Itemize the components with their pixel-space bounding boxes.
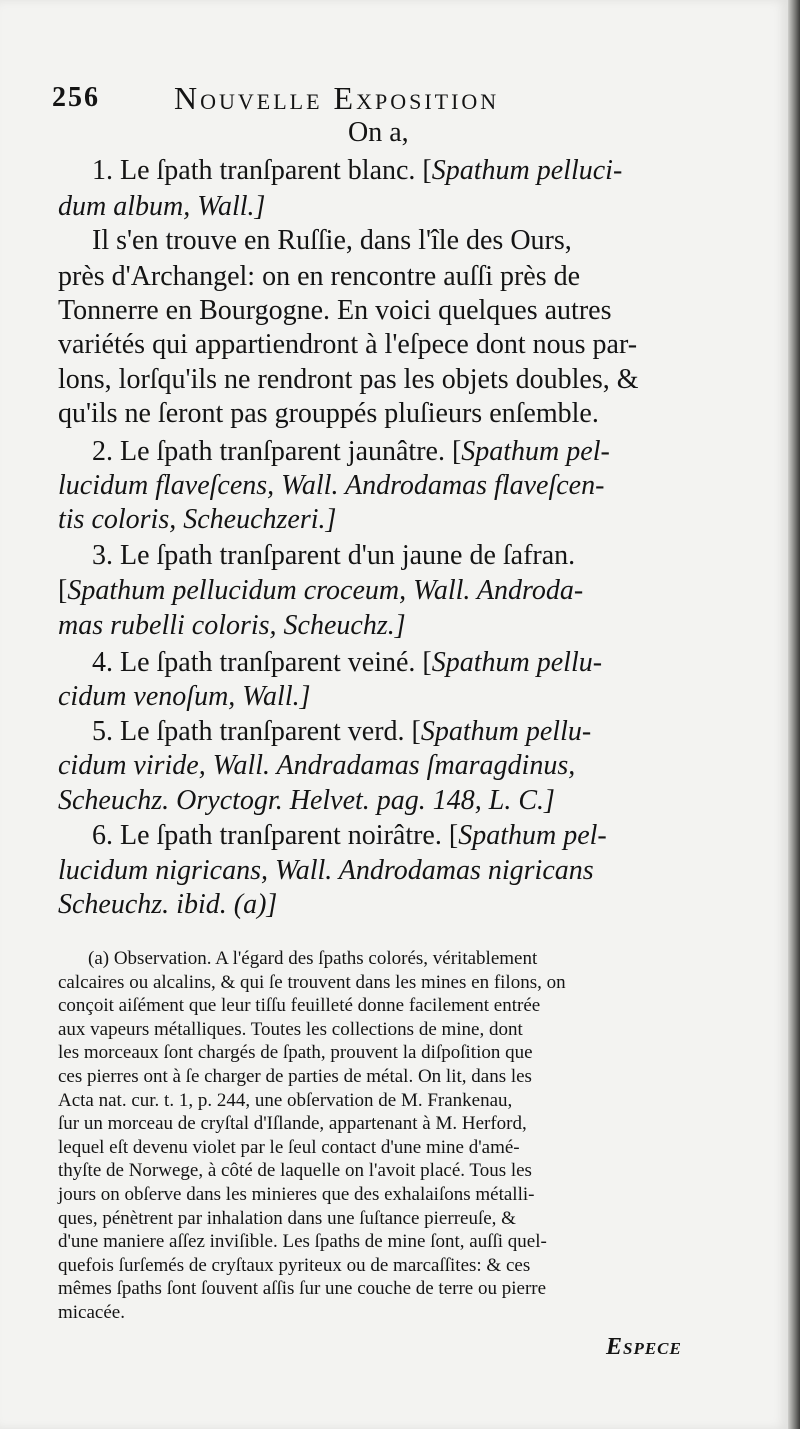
body-line: Il s'en trouve en Ruſſie, dans l'île des Ours, — [92, 225, 572, 256]
footnote-line: quefois ſurſemés de cryſtaux pyriteux ou de marcaſſites: & ces — [58, 1254, 531, 1276]
footnote-line: d'une maniere aſſez inviſible. Les ſpaths de mine ſont, auſſi quel- — [58, 1231, 547, 1253]
body-line: 1. Le ſpath tranſparent blanc. [Spathum pelluci- — [92, 155, 623, 186]
body-line: 3. Le ſpath tranſparent d'un jaune de ſafran. — [92, 540, 576, 571]
body-line: mas rubelli coloris, Scheuchz.] — [58, 610, 406, 641]
footnote-line: les morceaux ſont chargés de ſpath, prouvent la diſpoſition que — [58, 1042, 533, 1064]
body-line: Scheuchz. ibid. (a)] — [58, 889, 278, 920]
running-head: Nouvelle Exposition — [174, 80, 500, 116]
body-line: dum album, Wall.] — [58, 191, 266, 222]
body-line: 6. Le ſpath tranſparent noirâtre. [Spathum pel- — [92, 820, 607, 851]
body-line: 2. Le ſpath tranſparent jaunâtre. [Spathum pel- — [92, 436, 610, 467]
body-line: près d'Archangel: on en rencontre auſſi près de — [58, 261, 581, 292]
body-line: 5. Le ſpath tranſparent verd. [Spathum pellu- — [92, 716, 592, 747]
footnote-line: (a) Observation. A l'égard des ſpaths colorés, véritablement — [88, 948, 538, 969]
footnote-line: jours on obſerve dans les minieres que des exhalaiſons métalli- — [58, 1184, 535, 1205]
body-line: cidum viride, Wall. Andradamas ſmaragdinus, — [58, 750, 576, 781]
catchword: Espece — [606, 1334, 682, 1360]
footnote-line: Acta nat. cur. t. 1, p. 244, une obſervation de M. Frankenau, — [58, 1089, 513, 1111]
footnote-line: ces pierres ont à ſe charger de parties de métal. On lit, dans les — [58, 1066, 532, 1087]
footnote-line: aux vapeurs métalliques. Toutes les collections de mine, dont — [58, 1018, 523, 1040]
footnote-line: ſur un morceau de cryſtal d'Iſlande, appartenant à M. Herford, — [58, 1113, 527, 1135]
page-edge — [788, 0, 800, 1429]
body-line: qu'ils ne ſeront pas grouppés pluſieurs enſemble. — [58, 398, 599, 429]
page-header — [52, 74, 612, 114]
footnote-line: thyſte de Norwege, à côté de laquelle on l'avoit placé. Tous les — [58, 1160, 532, 1182]
body-line: lucidum nigricans, Wall. Androdamas nigricans — [58, 855, 594, 886]
footnote-line: ques, pénètrent par inhalation dans une ſuſtance pierreuſe, & — [58, 1207, 516, 1229]
body-line: Tonnerre en Bourgogne. En voici quelques autres — [58, 295, 612, 326]
body-line: cidum venoſum, Wall.] — [58, 681, 311, 712]
body-line: variétés qui appartiendront à l'eſpece dont nous par- — [58, 329, 638, 360]
footnote-line: micacée. — [58, 1302, 125, 1323]
body-line: lucidum flaveſcens, Wall. Androdamas flaveſcen- — [58, 470, 605, 501]
footnote-line: calcaires ou alcalins, & qui ſe trouvent dans les mines en filons, on — [58, 971, 566, 993]
body-line: [Spathum pellucidum croceum, Wall. Androda- — [58, 575, 584, 606]
intro-line: On a, — [348, 117, 409, 148]
page-number: 256 — [52, 82, 100, 113]
body-line: Scheuchz. Oryctogr. Helvet. pag. 148, L. C.] — [58, 785, 555, 816]
body-line: 4. Le ſpath tranſparent veiné. [Spathum pellu- — [92, 647, 603, 678]
footnote-line: mêmes ſpaths ſont ſouvent aſſis ſur une couche de terre ou pierre — [58, 1278, 547, 1300]
footnote-line: conçoit aiſément que leur tiſſu feuilleté donne facilement entrée — [58, 995, 541, 1017]
body-line: lons, lorſqu'ils ne rendront pas les objets doubles, & — [58, 364, 639, 395]
footnote-line: lequel eſt devenu violet par le ſeul contact d'une mine d'amé- — [58, 1136, 520, 1158]
body-line: tis coloris, Scheuchzeri.] — [58, 504, 337, 535]
